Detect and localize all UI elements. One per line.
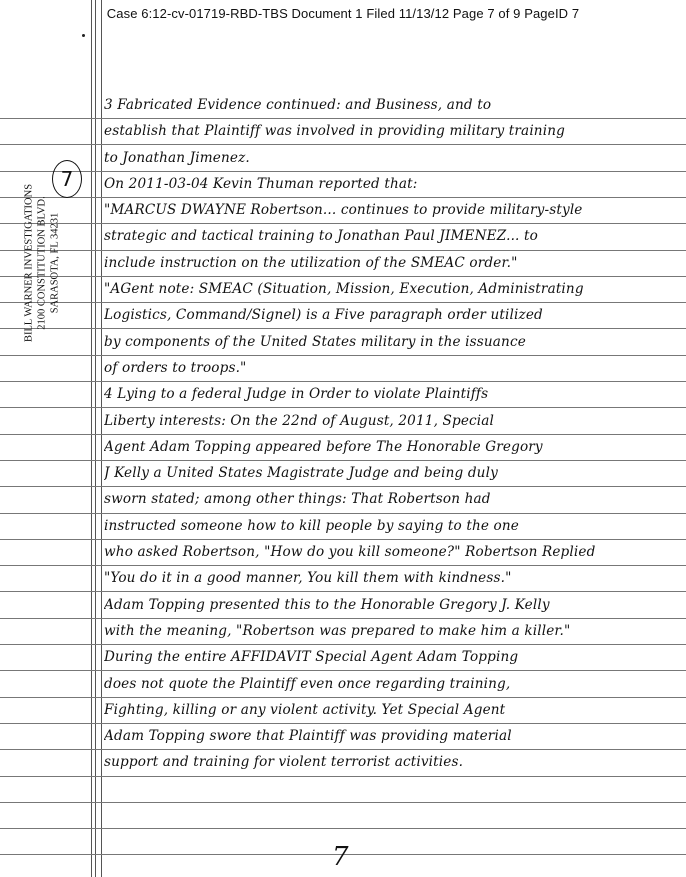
stamp-line-1: BILL WARNER INVESTIGATIONS: [23, 183, 35, 343]
text-line: "You do it in a good manner, You kill them with kindness.": [104, 570, 512, 587]
ruled-line: [0, 828, 686, 829]
text-line: On 2011-03-04 Kevin Thuman reported that:: [104, 175, 418, 192]
text-line: of orders to troops.": [104, 359, 247, 376]
handwritten-body: [104, 92, 680, 776]
text-line: 3 Fabricated Evidence continued: and Business, and to: [104, 97, 492, 113]
text-line: Logistics, Command/Signel) is a Five paragraph order utilized: [104, 307, 543, 324]
text-line: instructed someone how to kill people by saying to the one: [104, 517, 519, 534]
circled-page-number: 7: [52, 160, 82, 198]
text-line: establish that Plaintiff was involved in providing military training: [104, 123, 565, 140]
margin-mark: [82, 34, 85, 37]
ruled-line: [0, 802, 686, 803]
text-line: Fighting, killing or any violent activity. Yet Special Agent: [104, 701, 506, 718]
text-line: strategic and tactical training to Jonathan Paul JIMENEZ... to: [104, 228, 538, 245]
stamp-line-2: 2100 CONSTITUTION BLVD.: [36, 196, 48, 330]
text-line: include instruction on the utilization of the SMEAC order.": [104, 254, 518, 271]
text-line: does not quote the Plaintiff even once regarding training,: [104, 675, 511, 692]
text-line: "AGent note: SMEAC (Situation, Mission, Execution, Administrating: [104, 281, 584, 298]
text-line: Liberty interests: On the 22nd of August, 2011, Special: [104, 412, 495, 429]
text-line: to Jonathan Jimenez.: [104, 149, 250, 166]
stamp-line-3: SARASOTA, FL 34231: [49, 212, 61, 314]
text-line: Adam Topping presented this to the Honorable Gregory J. Kelly: [104, 596, 550, 613]
margin-rule-1: [91, 0, 92, 877]
margin-rule-2: [95, 0, 96, 877]
text-line: 4 Lying to a federal Judge in Order to violate Plaintiffs: [104, 386, 489, 403]
text-line: sworn stated; among other things: That Robertson had: [104, 491, 491, 508]
margin-rule-3: [101, 0, 102, 877]
case-header: Case 6:12-cv-01719-RBD-TBS Document 1 Filed 11/13/12 Page 7 of 9 PageID 7: [106, 6, 580, 21]
text-line: with the meaning, "Robertson was prepared to make him a killer.": [104, 622, 571, 639]
page-number: 7: [332, 842, 349, 872]
text-line: J Kelly a United States Magistrate Judge and being duly: [104, 465, 498, 482]
text-line: Agent Adam Topping appeared before The Honorable Gregory: [104, 438, 543, 455]
text-line: Adam Topping swore that Plaintiff was providing material: [104, 728, 512, 745]
text-line: During the entire AFFIDAVIT Special Agent Adam Topping: [104, 649, 519, 666]
text-line: support and training for violent terrorist activities.: [104, 754, 464, 771]
text-line: who asked Robertson, "How do you kill someone?" Robertson Replied: [104, 544, 596, 561]
text-line: "MARCUS DWAYNE Robertson... continues to provide military-style: [104, 202, 583, 219]
text-line: by components of the United States military in the issuance: [104, 333, 526, 350]
